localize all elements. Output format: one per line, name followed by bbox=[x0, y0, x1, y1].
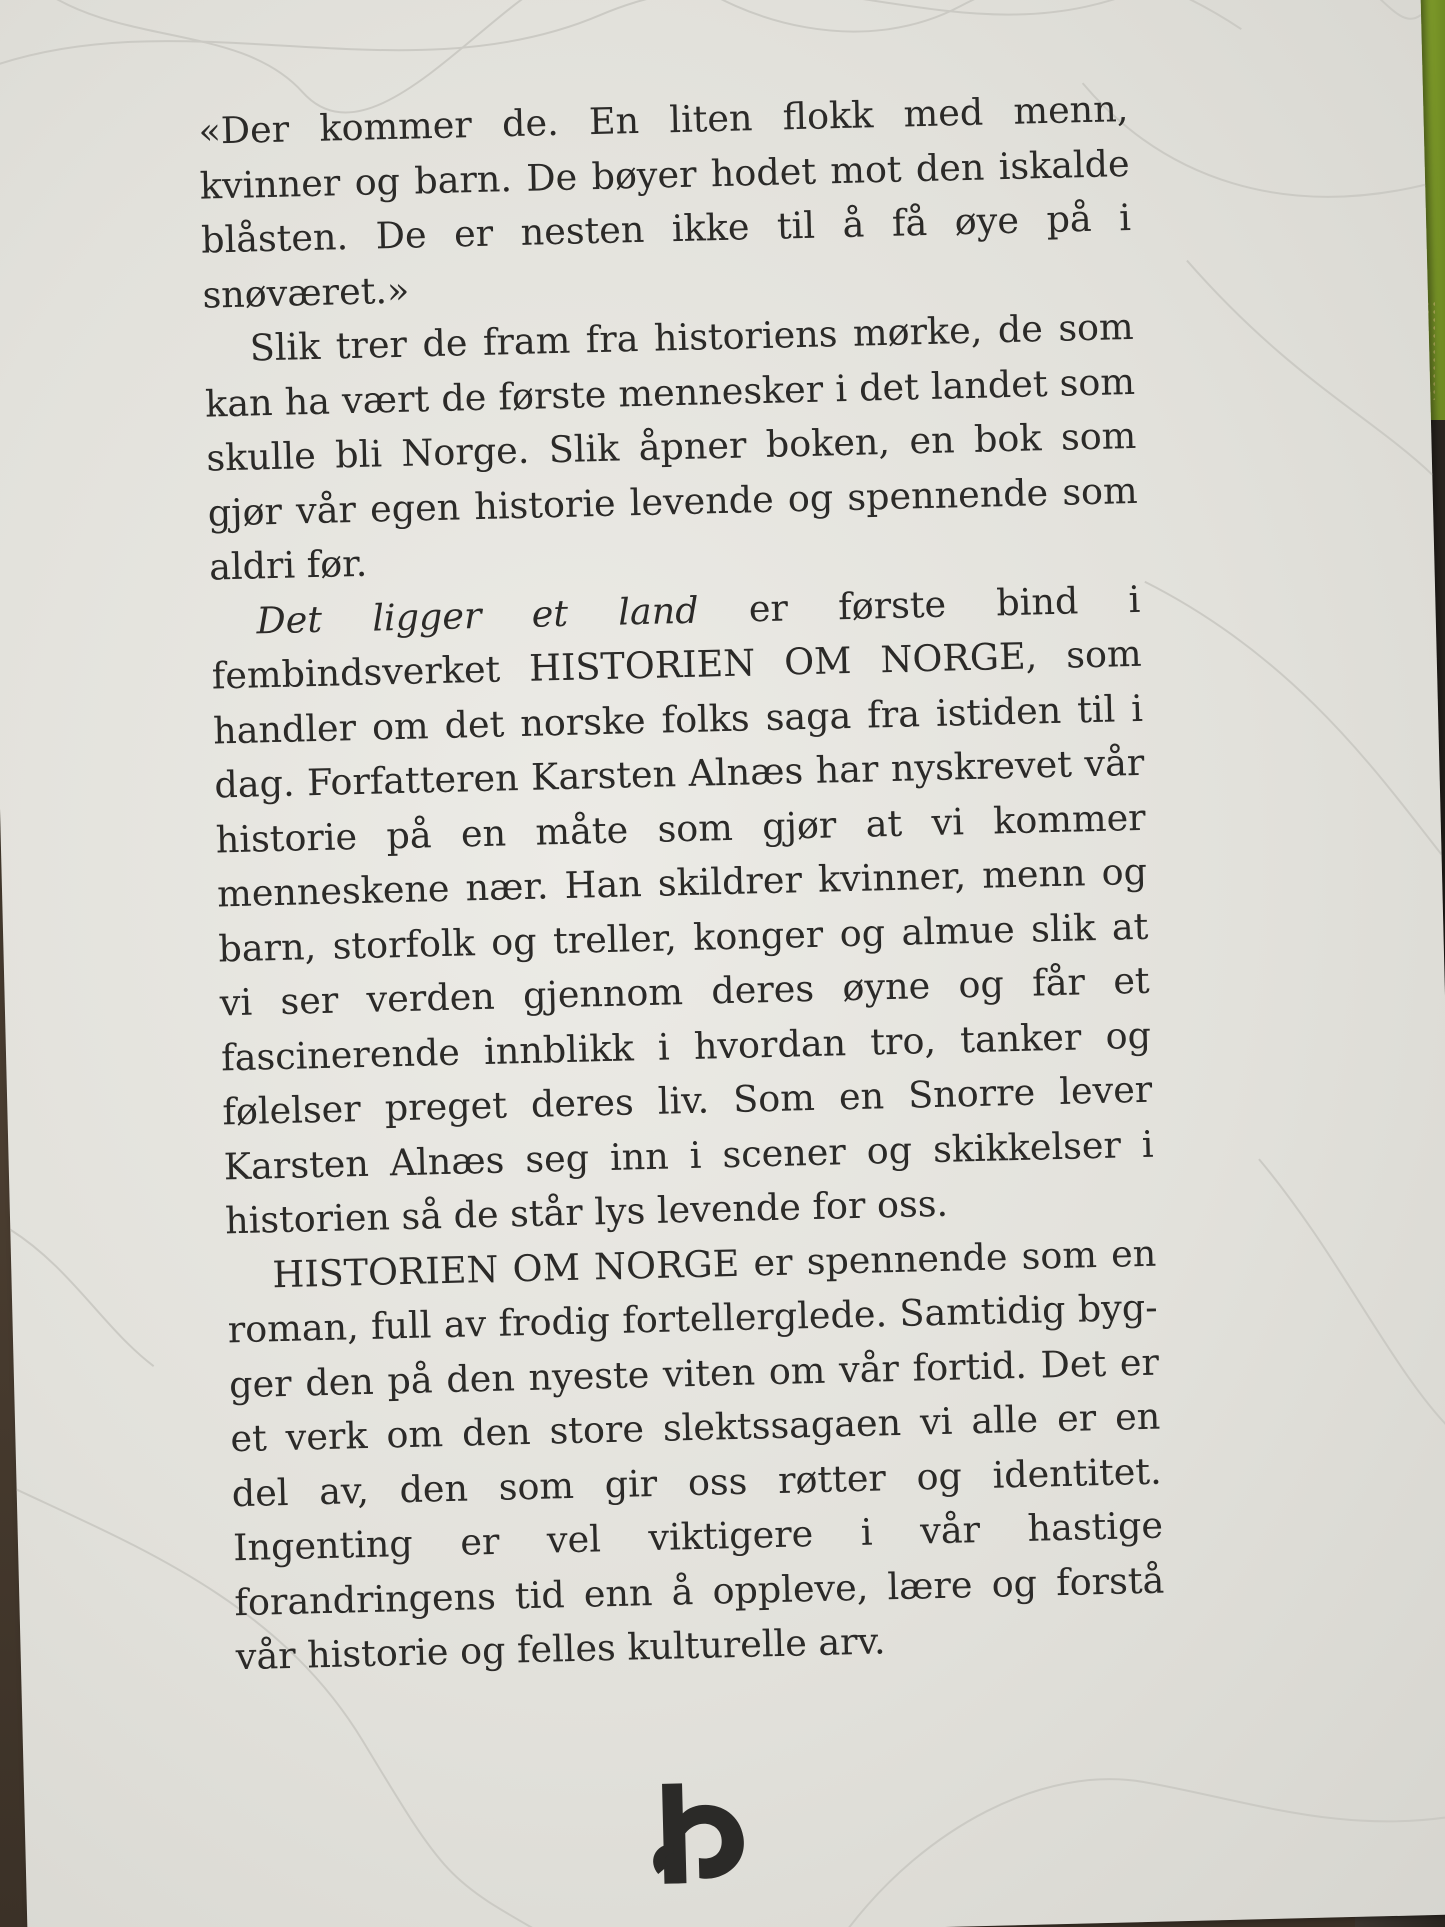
paragraph-3-body: er første bind i fembindsverket HISTORIEN OM NORGE, som handler om det norske folks saga fra istiden til i dag. Forfatteren Karsten Alnæs har nyskrevet vår historie på en måte som gjør at vi kommer menneskene nær. Han skildrer kvinner, menn og barn, storfolk og treller, konger og almue slik at vi ser verden gjennom deres øyne og får et fascinerende innblikk i hvordan tro, tanker og følelser preget deres liv. Som en Snorre lever Karsten Alnæs seg inn i scener og skikkelser i historien så de står lys levende for oss. bbox=[211, 577, 1155, 1243]
paragraph-1: «Der kommer de. En liten flokk med menn, kvinner og barn. De bøyer hodet mot den iskalde blåsten. De er nesten ikke til å få øye på i snøværet.» bbox=[197, 86, 1132, 317]
publisher-logo-icon bbox=[642, 1771, 765, 1884]
book-title-italic: Det ligger et land bbox=[255, 588, 700, 642]
blurb-text bbox=[198, 82, 1166, 1685]
paragraph-4: HISTORIEN OM NORGE er spennende som en roman, full av frodig fortellerglede. Samtidig bygger den på den nyeste viten om vår fortid. Det er et verk om den store slektssagaen vi alle er en del av, den som gir oss røtter og identitet. Ingenting er vel viktigere i vår hastige forandringens tid enn å oppleve, lære og forstå vår historie og felles kulturelle arv. bbox=[227, 1231, 1165, 1679]
paragraph-3 bbox=[210, 572, 1156, 1249]
paragraph-2: Slik trer de fram fra historiens mørke, de som kan ha vært de første mennesker i det landet som skulle bli Norge. Slik åpner boken, en bok som gjør vår egen historie levende og spennende som aldri før. bbox=[204, 304, 1139, 589]
